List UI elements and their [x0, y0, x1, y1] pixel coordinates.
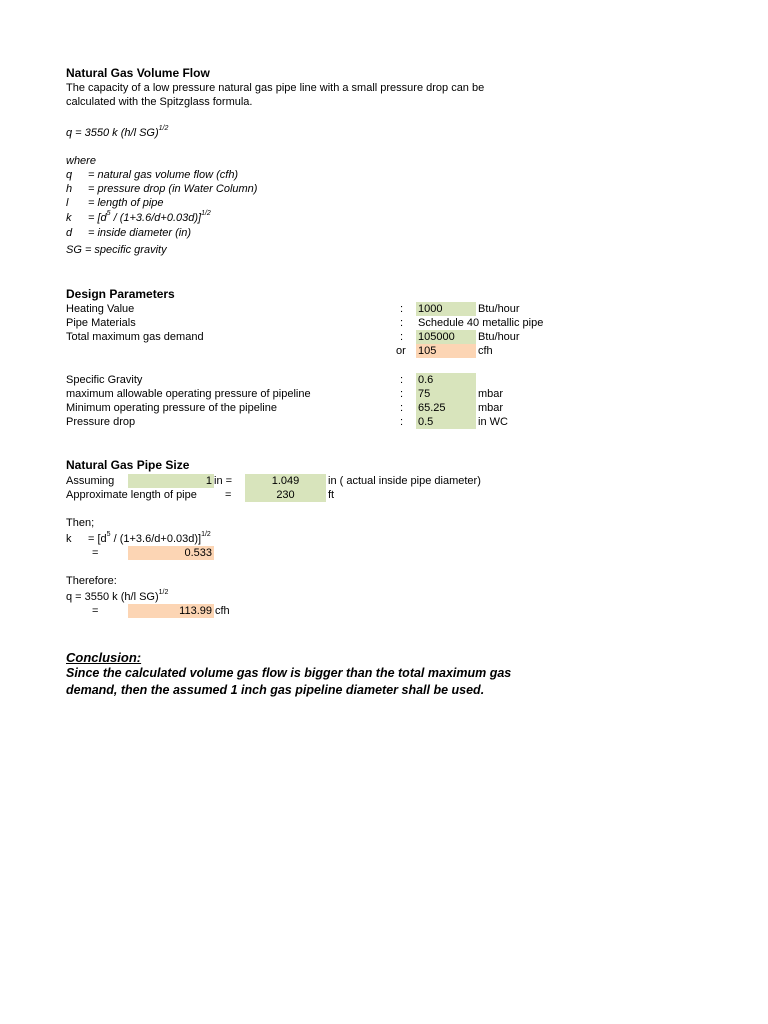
section-title-pipe-size: Natural Gas Pipe Size: [66, 458, 190, 472]
param-colon-pipe-materials: :: [400, 317, 404, 329]
param-unit-max-pressure: mbar: [478, 388, 504, 400]
where-label: where: [66, 155, 96, 167]
therefore-label: Therefore:: [66, 575, 117, 587]
assuming-label: Assuming: [66, 475, 115, 487]
param-unit-min-pressure: mbar: [478, 402, 504, 414]
assumed-nominal-diameter[interactable]: 1: [128, 474, 214, 488]
param-label-gas-demand: Total maximum gas demand: [66, 331, 204, 343]
inside-diameter-note: in ( actual inside pipe diameter): [328, 475, 481, 487]
param-unit-heating-value: Btu/hour: [478, 303, 520, 315]
def-d-symbol: d: [66, 227, 73, 239]
length-equals: =: [225, 489, 232, 501]
q-formula-text: q = 3550 k (h/l SG): [66, 591, 159, 603]
length-unit: ft: [328, 489, 335, 501]
formula-exponent: 1/2: [158, 125, 169, 133]
param-value-specific-gravity[interactable]: 0.6: [416, 373, 476, 387]
param-value-heating-value[interactable]: 1000: [416, 302, 476, 316]
k-equals: =: [92, 547, 99, 559]
k-label: k: [66, 533, 72, 545]
param-label-specific-gravity: Specific Gravity: [66, 374, 143, 386]
k-formula-sup-2: 1/2: [201, 531, 211, 539]
k-formula-a: = [d: [88, 533, 107, 545]
conclusion-line-2: demand, then the assumed 1 inch gas pipeline diameter shall be used.: [66, 683, 485, 697]
length-label: Approximate length of pipe: [66, 489, 197, 501]
param-label-pressure-drop: Pressure drop: [66, 416, 136, 428]
param-colon-pressure-drop: :: [400, 416, 404, 428]
def-h-desc: = pressure drop (in Water Column): [88, 183, 258, 195]
def-l-desc: = length of pipe: [88, 197, 164, 209]
q-equals: =: [92, 605, 99, 617]
param-or-label: or: [396, 345, 406, 357]
param-colon-max-pressure: :: [400, 388, 404, 400]
param-value-pipe-materials[interactable]: Schedule 40 metallic pipe: [418, 317, 544, 329]
param-value-gas-demand[interactable]: 105000: [416, 330, 476, 344]
section-title-volume-flow: Natural Gas Volume Flow: [66, 66, 210, 80]
def-k-sup-1: 5: [106, 210, 111, 218]
section-title-design-parameters: Design Parameters: [66, 287, 175, 301]
param-unit-gas-demand-cfh: cfh: [478, 345, 493, 357]
param-colon-min-pressure: :: [400, 402, 404, 414]
length-value[interactable]: 230: [245, 488, 326, 502]
conclusion-heading: Conclusion:: [66, 650, 142, 665]
formula-text: q = 3550 k (h/l SG): [66, 127, 159, 139]
conclusion-line-1: Since the calculated volume gas flow is bigger than the total maximum gas: [66, 666, 512, 680]
def-h-symbol: h: [66, 183, 73, 195]
q-formula-sup: 1/2: [158, 589, 169, 597]
param-label-min-pressure: Minimum operating pressure of the pipeline: [66, 402, 277, 414]
spitzglass-formula: [66, 126, 168, 140]
param-colon-gas-demand: :: [400, 331, 404, 343]
q-unit: cfh: [215, 605, 230, 617]
def-k-sup-2: 1/2: [201, 210, 211, 218]
param-unit-pressure-drop: in WC: [478, 416, 508, 428]
in-equals-label: in =: [214, 475, 233, 487]
param-unit-gas-demand: Btu/hour: [478, 331, 520, 343]
def-q-symbol: q: [66, 169, 73, 181]
k-formula-b: / (1+3.6/d+0.03d)]: [110, 533, 202, 545]
param-colon-heating-value: :: [400, 303, 404, 315]
param-label-max-pressure: maximum allowable operating pressure of pipeline: [66, 388, 311, 400]
def-k-desc-b: / (1+3.6/d+0.03d)]: [110, 212, 202, 224]
intro-line-1: The capacity of a low pressure natural gas pipe line with a small pressure drop can be: [66, 82, 485, 94]
intro-line-2: calculated with the Spitzglass formula.: [66, 96, 253, 108]
param-value-gas-demand-cfh[interactable]: 105: [416, 344, 476, 358]
k-value[interactable]: 0.533: [128, 546, 214, 560]
def-l-symbol: l: [66, 197, 69, 209]
param-value-min-pressure[interactable]: 65.25: [416, 401, 476, 415]
param-colon-specific-gravity: :: [400, 374, 404, 386]
k-formula-sup-1: 5: [106, 531, 111, 539]
param-label-heating-value: Heating Value: [66, 303, 135, 315]
k-formula: [88, 532, 211, 546]
param-value-pressure-drop[interactable]: 0.5: [416, 415, 476, 429]
def-k-desc-a: = [d: [88, 212, 107, 224]
def-k-symbol: k: [66, 212, 72, 224]
then-label: Then;: [66, 517, 95, 529]
q-formula: [66, 590, 168, 604]
inside-diameter-value[interactable]: 1.049: [245, 474, 326, 488]
param-value-max-pressure[interactable]: 75: [416, 387, 476, 401]
def-d-desc: = inside diameter (in): [88, 227, 192, 239]
def-q-desc: = natural gas volume flow (cfh): [88, 169, 239, 181]
def-k-desc: [88, 211, 211, 225]
param-label-pipe-materials: Pipe Materials: [66, 317, 136, 329]
def-sg: SG = specific gravity: [66, 244, 167, 256]
q-value[interactable]: 113.99: [128, 604, 214, 618]
